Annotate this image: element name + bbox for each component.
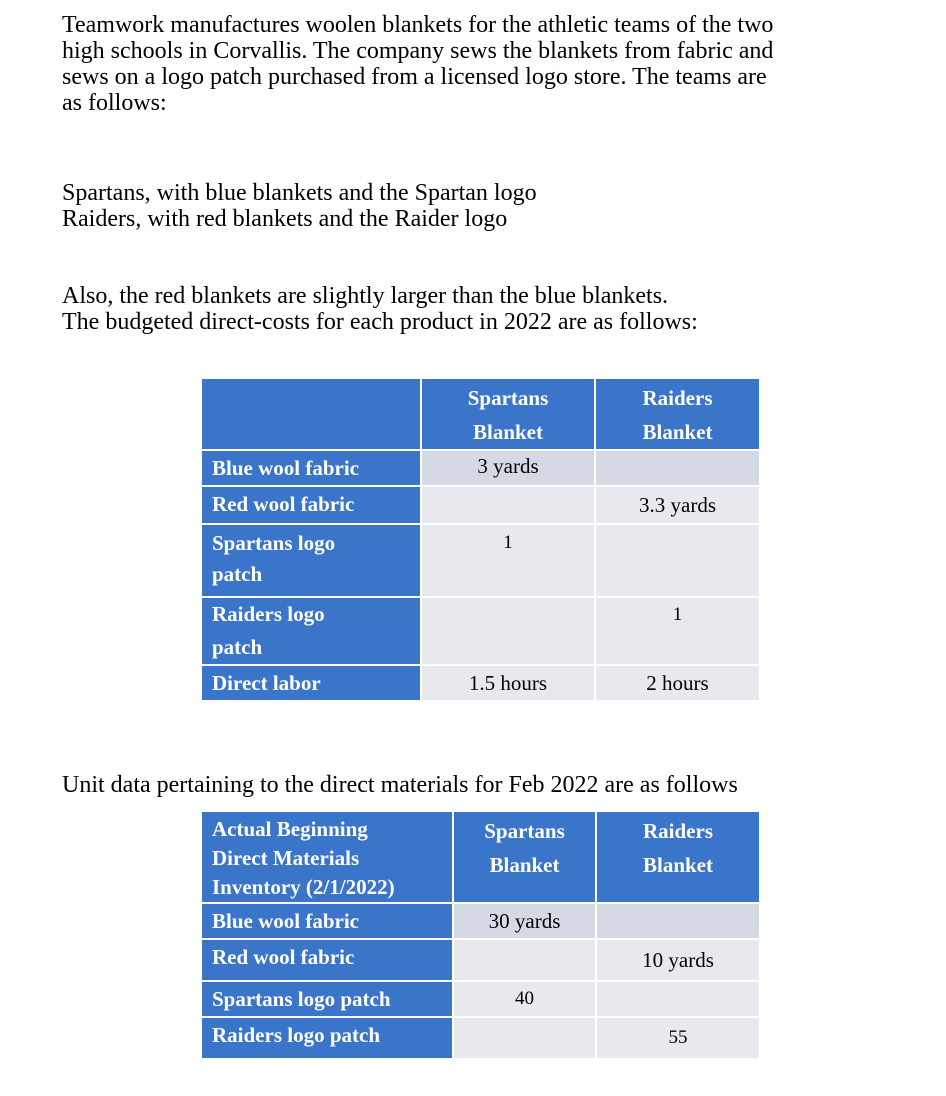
- cell-raiders-raiders-logo-patch: 55: [597, 1018, 759, 1058]
- table-header-row: [202, 812, 759, 902]
- also-line: The budgeted direct-costs for each product in 2022 are as follows:: [62, 309, 698, 335]
- cell-spartans-spartans-logo-patch: 40: [454, 982, 595, 1016]
- intro-line: high schools in Corvallis. The company sews the blankets from fabric and: [62, 38, 774, 64]
- teams-line: Raiders, with red blankets and the Raider logo: [62, 206, 508, 232]
- cell-raiders-blue-wool-fabric: [596, 451, 759, 485]
- cell-raiders-spartans-logo-patch: [597, 982, 759, 1016]
- table-row: [202, 666, 759, 700]
- cell-spartans-raiders-logo-patch: [422, 598, 594, 664]
- cell-spartans-blue-wool-fabric: 30 yards: [454, 904, 595, 938]
- cell-raiders-red-wool-fabric: 10 yards: [597, 940, 759, 980]
- row-label-blue-wool-fabric: Blue wool fabric: [202, 904, 452, 938]
- table-header-row: [202, 379, 759, 449]
- cell-spartans-direct-labor: 1.5 hours: [422, 666, 594, 700]
- row-label-raiders-logo-patch: Raiders logo patch: [202, 598, 420, 664]
- table-row: [202, 525, 759, 596]
- intro-paragraph: [62, 12, 912, 116]
- cell-raiders-blue-wool-fabric: [597, 904, 759, 938]
- table-row: [202, 904, 759, 938]
- cell-raiders-red-wool-fabric: 3.3 yards: [596, 487, 759, 523]
- intro-line: sews on a logo patch purchased from a licensed logo store. The teams are: [62, 64, 767, 90]
- row-label-spartans-logo-patch: Spartans logo patch: [202, 982, 452, 1016]
- row-label-raiders-logo-patch: Raiders logo patch: [202, 1018, 452, 1058]
- table-row: [202, 451, 759, 485]
- table-row: [202, 940, 759, 980]
- budgeted-costs-table: [200, 377, 761, 702]
- also-line: Also, the red blankets are slightly larger than the blue blankets.: [62, 283, 669, 309]
- row-label-blue-wool-fabric: Blue wool fabric: [202, 451, 420, 485]
- row-label-direct-labor: Direct labor: [202, 666, 420, 700]
- table-row: [202, 487, 759, 523]
- row-label-red-wool-fabric: Red wool fabric: [202, 940, 452, 980]
- intro-line: Teamwork manufactures woolen blankets for the athletic teams of the two: [62, 12, 774, 38]
- header-actual-beginning-inventory: Actual Beginning Direct Materials Inventory (2/1/2022): [202, 812, 452, 902]
- unit-data-heading: Unit data pertaining to the direct materials for Feb 2022 are as follows: [62, 772, 738, 798]
- cell-spartans-blue-wool-fabric: 3 yards: [422, 451, 594, 485]
- intro-line: as follows:: [62, 90, 167, 116]
- cell-spartans-red-wool-fabric: [422, 487, 594, 523]
- header-corner-cell: [202, 379, 420, 449]
- row-label-spartans-logo-patch: Spartans logo patch: [202, 525, 420, 596]
- header-raiders-blanket: Raiders Blanket: [597, 812, 759, 902]
- cell-spartans-red-wool-fabric: [454, 940, 595, 980]
- table-row: [202, 1018, 759, 1058]
- table-row: [202, 982, 759, 1016]
- table-row: [202, 598, 759, 664]
- unit-data-table: [200, 810, 761, 1060]
- header-raiders-blanket: Raiders Blanket: [596, 379, 759, 449]
- header-spartans-blanket: Spartans Blanket: [422, 379, 594, 449]
- cell-spartans-spartans-logo-patch: 1: [422, 525, 594, 596]
- also-paragraph: [62, 283, 912, 335]
- cell-raiders-raiders-logo-patch: 1: [596, 598, 759, 664]
- cell-raiders-direct-labor: 2 hours: [596, 666, 759, 700]
- header-spartans-blanket: Spartans Blanket: [454, 812, 595, 902]
- teams-line: Spartans, with blue blankets and the Spartan logo: [62, 180, 537, 206]
- row-label-red-wool-fabric: Red wool fabric: [202, 487, 420, 523]
- cell-spartans-raiders-logo-patch: [454, 1018, 595, 1058]
- teams-paragraph: [62, 180, 912, 232]
- cell-raiders-spartans-logo-patch: [596, 525, 759, 596]
